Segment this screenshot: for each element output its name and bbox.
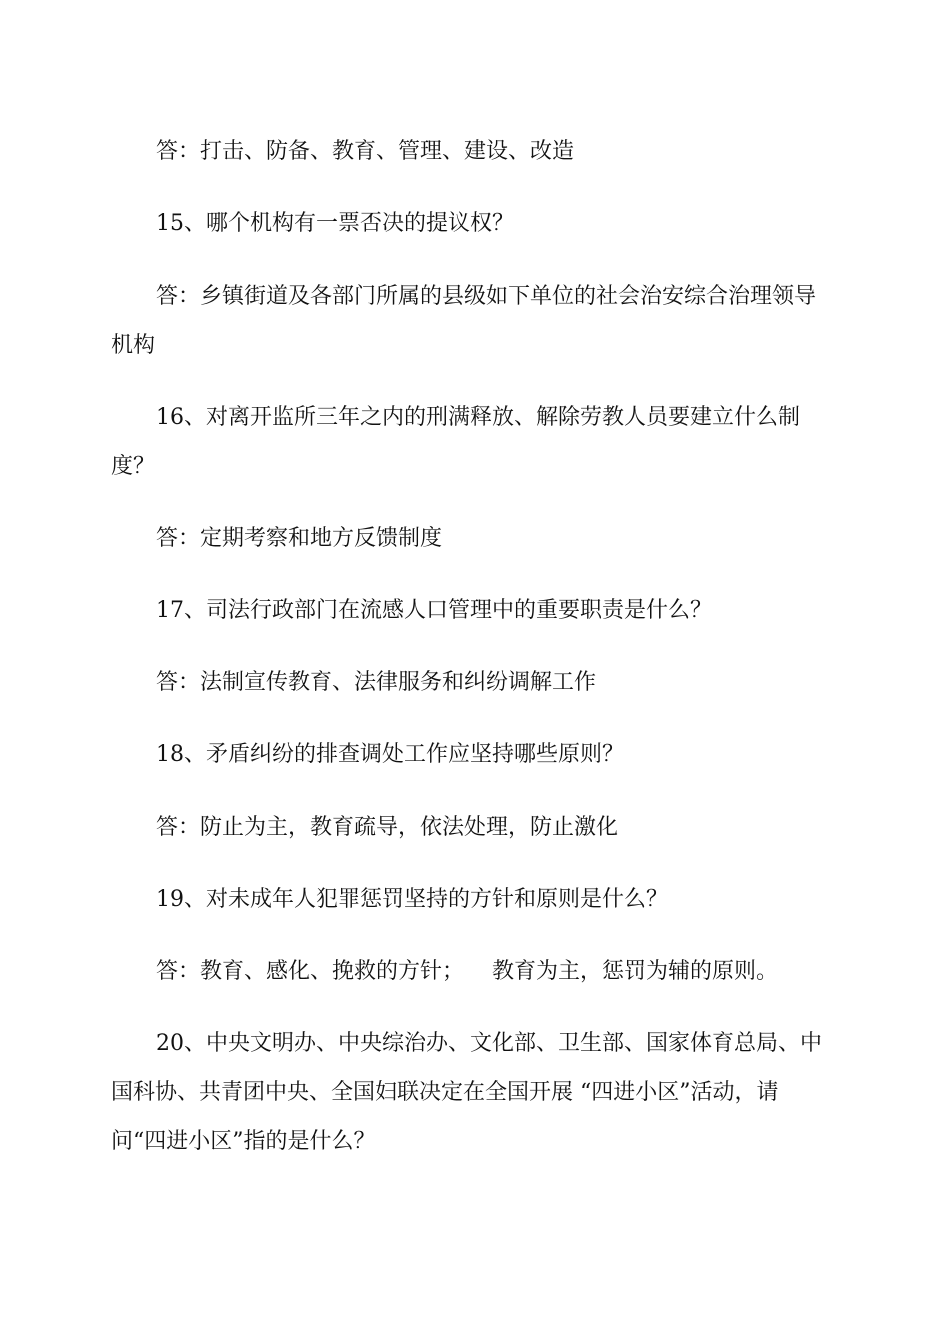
question-19: 19、对未成年人犯罪惩罚坚持的方针和原则是什么？ [156,887,668,912]
answer-18: 答：防止为主，教育疏导，依法处理，防止激化 [156,815,619,840]
answer-17: 答：法制宣传教育、法律服务和纠纷调解工作 [156,670,597,695]
answer-19: 答：教育、感化、挽救的方针； 教育为主，惩罚为辅的原则。 [156,959,778,984]
answer-14: 答：打击、防备、教育、管理、建设、改造 [156,139,575,164]
question-16: 16、对离开监所三年之内的刑满释放、解除劳教人员要建立什么制度？ [111,405,800,479]
answer-16: 答：定期考察和地方反馈制度 [156,526,443,551]
question-15: 15、哪个机构有一票否决的提议权？ [156,211,514,236]
answer-15: 答：乡镇街道及各部门所属的县级如下单位的社会治安综合治理领导机构 [111,284,817,358]
question-18: 18、矛盾纠纷的排查调处工作应坚持哪些原则？ [156,742,624,767]
question-17: 17、司法行政部门在流感人口管理中的重要职责是什么？ [156,598,712,623]
question-20: 20、中央文明办、中央综治办、文化部、卫生部、国家体育总局、中国科协、共青团中央、全国妇联决定在全国开展 “四进小区”活动，请问“四进小区”指的是什么？ [111,1031,822,1154]
